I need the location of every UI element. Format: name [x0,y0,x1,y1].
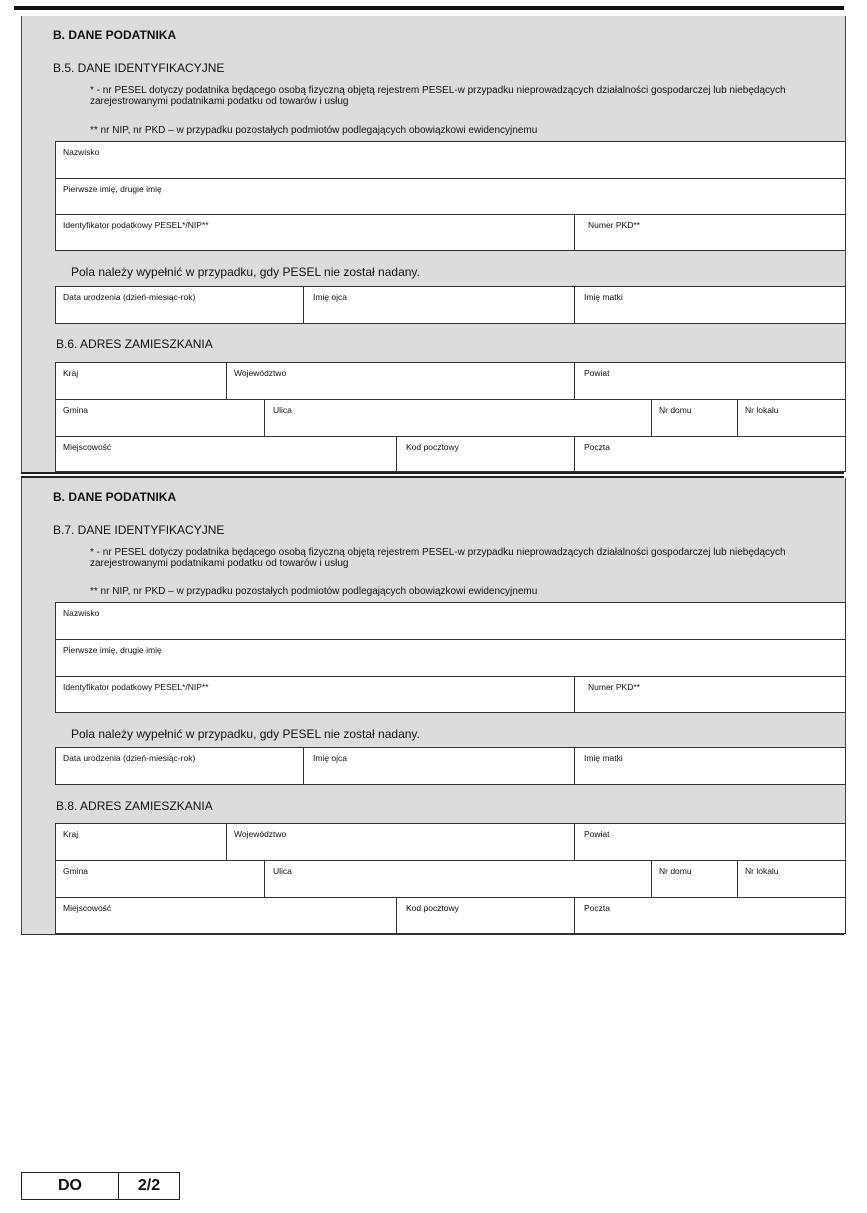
field-label: Województwo [234,829,287,839]
ident-title: B.7. DANE IDENTYFIKACYJNE [53,523,225,537]
field-wojewodztwo[interactable] [226,362,575,400]
field-imie-ojca[interactable] [303,747,575,785]
field-label: Województwo [234,368,287,378]
field-label: Nazwisko [63,608,100,618]
address-title: B.6. ADRES ZAMIESZKANIA [56,337,213,351]
section-b-1 [21,16,846,472]
field-label: Nr lokalu [745,405,779,415]
field-label: Gmina [63,405,89,415]
field-imie-ojca[interactable] [303,286,575,324]
pesel-info-text: Pola należy wypełnić w przypadku, gdy PESEL nie został nadany. [71,265,420,279]
field-label: Powiat [584,368,610,378]
field-label: Kraj [63,829,79,839]
field-label: Ulica [273,866,292,876]
field-ulica[interactable] [264,399,652,437]
section-title: B. DANE PODATNIKA [53,490,177,504]
field-data-urodzenia[interactable] [55,747,304,785]
field-imiona[interactable] [55,639,846,677]
field-identyfikator[interactable] [55,214,575,251]
field-label: Imię ojca [313,753,348,763]
field-label: Pierwsze imię, drugie imię [63,184,162,194]
field-pkd[interactable] [574,676,846,713]
section-bottom-rule [21,934,844,935]
field-label: Kod pocztowy [406,442,459,452]
top-rule [14,6,844,10]
field-nr-lokalu[interactable] [737,399,846,437]
form-code-box: DO [21,1172,119,1200]
field-gmina[interactable] [55,399,265,437]
field-kod-pocztowy[interactable] [396,436,575,472]
field-imie-matki[interactable] [574,747,846,785]
field-label: Miejscowość [63,903,112,913]
ident-title: B.5. DANE IDENTYFIKACYJNE [53,61,225,75]
field-label: Imię matki [584,292,623,302]
field-label: Pierwsze imię, drugie imię [63,645,162,655]
field-poczta[interactable] [574,436,846,472]
field-label: Identyfikator podatkowy PESEL*/NIP** [63,682,209,692]
field-nr-domu[interactable] [651,860,738,898]
pesel-note: * - nr PESEL dotyczy podatnika będącego osobą fizyczną objętą rejestrem PESEL-w przypadku nieprowadzących działalności gospodarczej lub niebędących zarejestrowanymi podatnikami podatku od towarów i usług [90,85,786,107]
field-identyfikator[interactable] [55,676,575,713]
field-label: Nr domu [659,866,692,876]
field-imiona[interactable] [55,178,846,215]
field-powiat[interactable] [574,823,846,861]
field-nr-lokalu[interactable] [737,860,846,898]
field-kraj[interactable] [55,362,227,400]
field-label: Identyfikator podatkowy PESEL*/NIP** [63,220,209,230]
field-label: Data urodzenia (dzień-miesiąc-rok) [63,753,196,763]
field-label: Nr domu [659,405,692,415]
pesel-info-text: Pola należy wypełnić w przypadku, gdy PESEL nie został nadany. [71,727,420,741]
field-miejscowosc[interactable] [55,436,397,472]
field-nazwisko[interactable] [55,602,846,640]
field-label: Imię ojca [313,292,348,302]
field-imie-matki[interactable] [574,286,846,324]
section-separator [21,472,844,474]
field-gmina[interactable] [55,860,265,898]
field-label: Numer PKD** [588,682,640,692]
field-label: Miejscowość [63,442,112,452]
field-poczta[interactable] [574,897,846,934]
field-label: Poczta [584,903,610,913]
pesel-note: * - nr PESEL dotyczy podatnika będącego osobą fizyczną objętą rejestrem PESEL-w przypadku nieprowadzących działalności gospodarczej lub niebędących zarejestrowanymi podatnikami podatku od towarów i usług [90,547,786,569]
field-label: Powiat [584,829,610,839]
field-wojewodztwo[interactable] [226,823,575,861]
field-label: Data urodzenia (dzień-miesiąc-rok) [63,292,196,302]
field-miejscowosc[interactable] [55,897,397,934]
field-label: Kraj [63,368,79,378]
field-data-urodzenia[interactable] [55,286,304,324]
field-nr-domu[interactable] [651,399,738,437]
field-label: Numer PKD** [588,220,640,230]
field-label: Kod pocztowy [406,903,459,913]
field-powiat[interactable] [574,362,846,400]
field-kod-pocztowy[interactable] [396,897,575,934]
nip-note: ** nr NIP, nr PKD – w przypadku pozostałych podmiotów podlegających obowiązkowi ewidencyjnemu [90,125,538,136]
field-label: Nazwisko [63,147,100,157]
field-label: Ulica [273,405,292,415]
nip-note: ** nr NIP, nr PKD – w przypadku pozostałych podmiotów podlegających obowiązkowi ewidencyjnemu [90,586,538,597]
section-b-2 [21,478,846,934]
field-kraj[interactable] [55,823,227,861]
field-nazwisko[interactable] [55,141,846,179]
field-pkd[interactable] [574,214,846,251]
field-label: Nr lokalu [745,866,779,876]
field-ulica[interactable] [264,860,652,898]
field-label: Poczta [584,442,610,452]
field-label: Imię matki [584,753,623,763]
field-label: Gmina [63,866,89,876]
page-number-box: 2/2 [118,1172,180,1200]
section-title: B. DANE PODATNIKA [53,28,177,42]
address-title: B.8. ADRES ZAMIESZKANIA [56,799,213,813]
